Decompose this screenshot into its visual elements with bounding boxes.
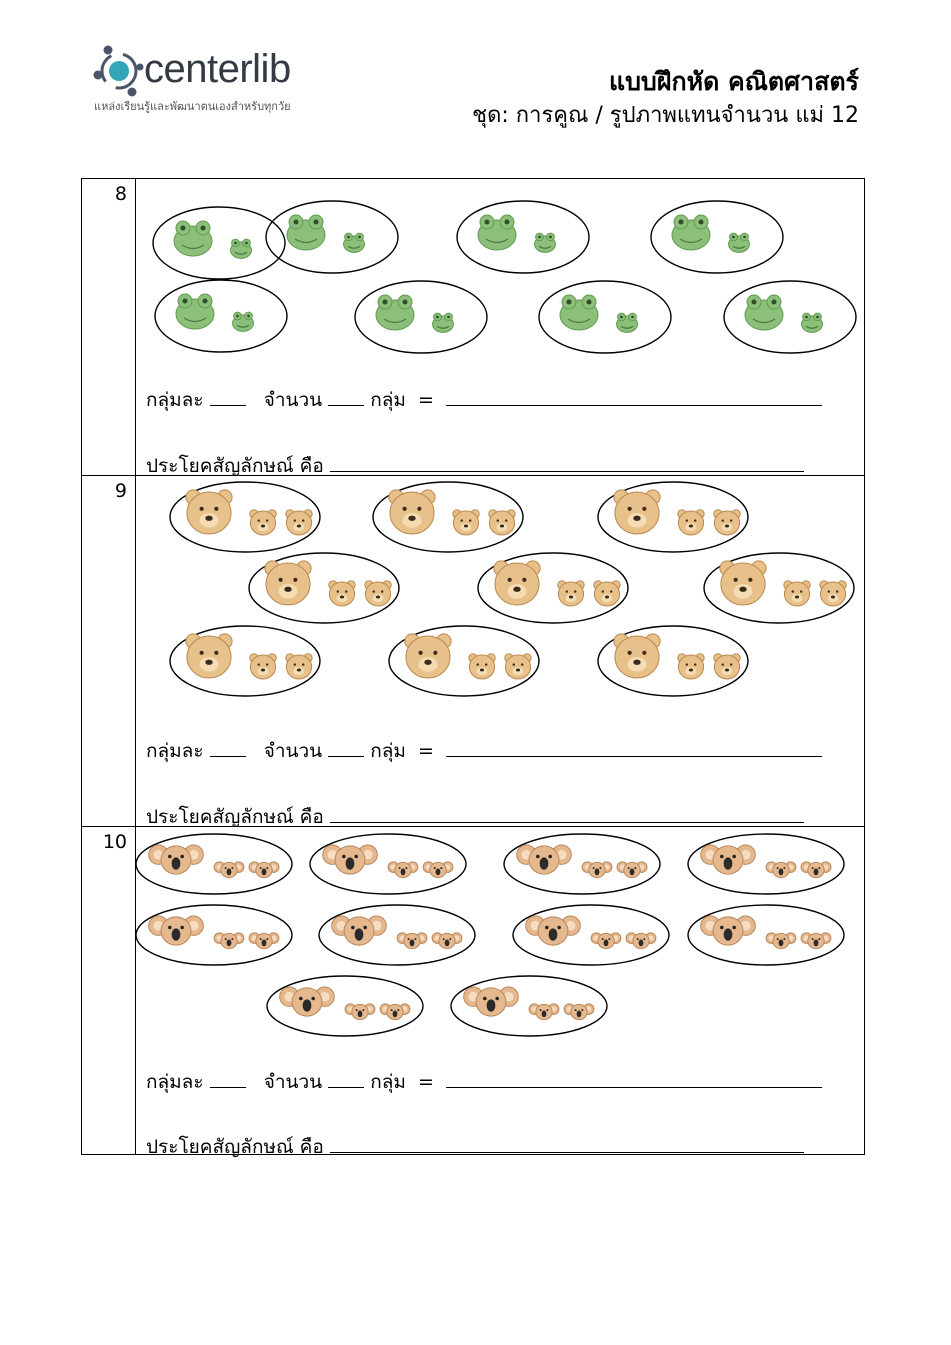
bear-icon: [784, 581, 810, 606]
bear-icon: [286, 654, 312, 679]
koala-icon: [149, 845, 204, 874]
groups-answer-line: กลุ่มละ จำนวน กลุ่ม =: [146, 1067, 822, 1097]
bear-icon: [505, 654, 531, 679]
koala-icon: [529, 1004, 559, 1020]
koala-icon: [323, 845, 378, 874]
koala-icon: [464, 987, 519, 1016]
picture-group: [319, 905, 475, 965]
frog-icon: [535, 233, 556, 252]
sentence-blank[interactable]: [330, 806, 804, 823]
picture-group: [513, 905, 669, 965]
koala-icon: [701, 916, 756, 945]
group-ellipse: [724, 281, 856, 353]
frog-icon: [233, 312, 254, 331]
koala-icon: [564, 1004, 594, 1020]
frog-icon: [287, 215, 325, 250]
koala-icon: [423, 862, 453, 878]
group-ellipse: [539, 281, 671, 353]
frog-icon: [344, 233, 365, 252]
per-group-blank[interactable]: [210, 1071, 246, 1088]
bear-icon: [614, 634, 660, 678]
picture-group: [153, 207, 285, 279]
picture-group: [478, 553, 628, 623]
koala-icon: [626, 933, 656, 949]
picture-group: [688, 905, 844, 965]
worksheet-title: แบบฝึกหัด คณิตศาสตร์: [608, 67, 859, 96]
group-ellipse: [266, 201, 398, 273]
groups-answer-line: กลุ่มละ จำนวน กลุ่ม =: [146, 385, 822, 415]
picture-group: [598, 482, 748, 552]
picture-group: [704, 553, 854, 623]
bear-icon: [720, 561, 766, 605]
koala-icon: [766, 862, 796, 878]
frog-icon: [617, 313, 638, 332]
group-count-blank[interactable]: [328, 389, 364, 406]
koala-icon: [526, 916, 581, 945]
picture-group: [651, 201, 783, 273]
group-count-blank[interactable]: [328, 1071, 364, 1088]
picture-group: [267, 976, 423, 1036]
bear-icon: [389, 490, 435, 534]
koala-icon: [280, 987, 335, 1016]
picture-group: [136, 834, 292, 894]
bear-icon: [558, 581, 584, 606]
group-ellipse: [153, 207, 285, 279]
bear-icon: [365, 581, 391, 606]
problem-cell: [136, 827, 865, 1158]
koala-icon: [517, 845, 572, 874]
bear-icon: [265, 561, 311, 605]
problem-number: 9: [82, 476, 136, 827]
koala-icon: [345, 1004, 375, 1020]
bear-icon: [714, 654, 740, 679]
koala-icon: [380, 1004, 410, 1020]
frog-icon: [174, 221, 212, 256]
bear-icon: [250, 510, 276, 535]
problem-row-10: [82, 827, 865, 1155]
picture-group: [504, 834, 660, 894]
frog-icon: [231, 239, 252, 258]
problem-number: 8: [82, 179, 136, 476]
problem-number: 10: [82, 827, 136, 1155]
koala-icon: [149, 916, 204, 945]
problem-cell: [136, 179, 865, 476]
picture-group: [136, 905, 292, 965]
picture-group: [155, 280, 287, 352]
bear-icon: [286, 510, 312, 535]
bear-icon: [186, 490, 232, 534]
frog-icon: [729, 233, 750, 252]
picture-group: [266, 201, 398, 273]
bear-icon: [820, 581, 846, 606]
group-ellipse: [457, 201, 589, 273]
sentence-answer-line: ประโยคสัญลักษณ์ คือ: [146, 802, 804, 832]
logo-tagline: แหล่งเรียนรู้และพัฒนาตนเองสำหรับทุกวัย: [94, 100, 291, 113]
logo-wordmark: centerlib: [144, 47, 291, 91]
picture-group: [389, 626, 539, 696]
bear-icon: [489, 510, 515, 535]
picture-group: [598, 626, 748, 696]
problem-row-9: [82, 476, 865, 827]
picture-group: [355, 281, 487, 353]
per-group-blank[interactable]: [210, 740, 246, 757]
bear-icon: [714, 510, 740, 535]
bear-icon: [250, 654, 276, 679]
group-ellipse: [155, 280, 287, 352]
sentence-blank[interactable]: [330, 1136, 804, 1153]
frog-icon: [745, 295, 783, 330]
koala-icon: [249, 933, 279, 949]
koala-icon: [801, 862, 831, 878]
frog-icon: [433, 313, 454, 332]
picture-group: [724, 281, 856, 353]
bear-icon: [594, 581, 620, 606]
total-blank[interactable]: [446, 1071, 822, 1088]
group-count-blank[interactable]: [328, 740, 364, 757]
koala-icon: [432, 933, 462, 949]
bear-groups-illustration: [136, 476, 864, 706]
bear-icon: [469, 654, 495, 679]
frog-icon: [176, 294, 214, 329]
logo-molecule-icon: [92, 42, 146, 98]
picture-group: [539, 281, 671, 353]
bear-icon: [678, 510, 704, 535]
worksheet-subtitle: ชุด: การคูณ / รูปภาพแทนจำนวน แม่ 12: [472, 103, 859, 128]
frog-icon: [478, 215, 516, 250]
sentence-answer-line: ประโยคสัญลักษณ์ คือ: [146, 1132, 804, 1162]
frog-groups-illustration: [136, 179, 864, 364]
centerlib-logo: [92, 40, 352, 120]
per-group-blank[interactable]: [210, 389, 246, 406]
picture-group: [373, 482, 523, 552]
frog-icon: [560, 295, 598, 330]
koala-icon: [591, 933, 621, 949]
picture-group: [688, 834, 844, 894]
problem-cell: [136, 476, 865, 827]
koala-icon: [701, 845, 756, 874]
problem-row-8: [82, 179, 865, 476]
koala-icon: [801, 933, 831, 949]
bear-icon: [614, 490, 660, 534]
koala-icon: [397, 933, 427, 949]
sentence-blank[interactable]: [330, 455, 804, 472]
exercise-table: [81, 178, 865, 1158]
groups-answer-line: กลุ่มละ จำนวน กลุ่ม =: [146, 736, 822, 766]
bear-icon: [405, 634, 451, 678]
koala-icon: [249, 862, 279, 878]
picture-group: [310, 834, 466, 894]
frog-icon: [376, 295, 414, 330]
koala-icon: [214, 862, 244, 878]
bear-icon: [186, 634, 232, 678]
bear-icon: [329, 581, 355, 606]
total-blank[interactable]: [446, 740, 822, 757]
bear-icon: [494, 561, 540, 605]
frog-icon: [802, 313, 823, 332]
koala-groups-illustration: [136, 827, 864, 1047]
picture-group: [170, 626, 320, 696]
koala-icon: [332, 916, 387, 945]
koala-icon: [388, 862, 418, 878]
picture-group: [451, 976, 607, 1036]
koala-icon: [214, 933, 244, 949]
koala-icon: [617, 862, 647, 878]
bear-icon: [678, 654, 704, 679]
sentence-answer-line: ประโยคสัญลักษณ์ คือ: [146, 451, 804, 481]
koala-icon: [582, 862, 612, 878]
picture-group: [457, 201, 589, 273]
group-ellipse: [355, 281, 487, 353]
koala-icon: [766, 933, 796, 949]
group-ellipse: [651, 201, 783, 273]
picture-group: [249, 553, 399, 623]
picture-group: [170, 482, 320, 552]
frog-icon: [672, 215, 710, 250]
bear-icon: [453, 510, 479, 535]
total-blank[interactable]: [446, 389, 822, 406]
